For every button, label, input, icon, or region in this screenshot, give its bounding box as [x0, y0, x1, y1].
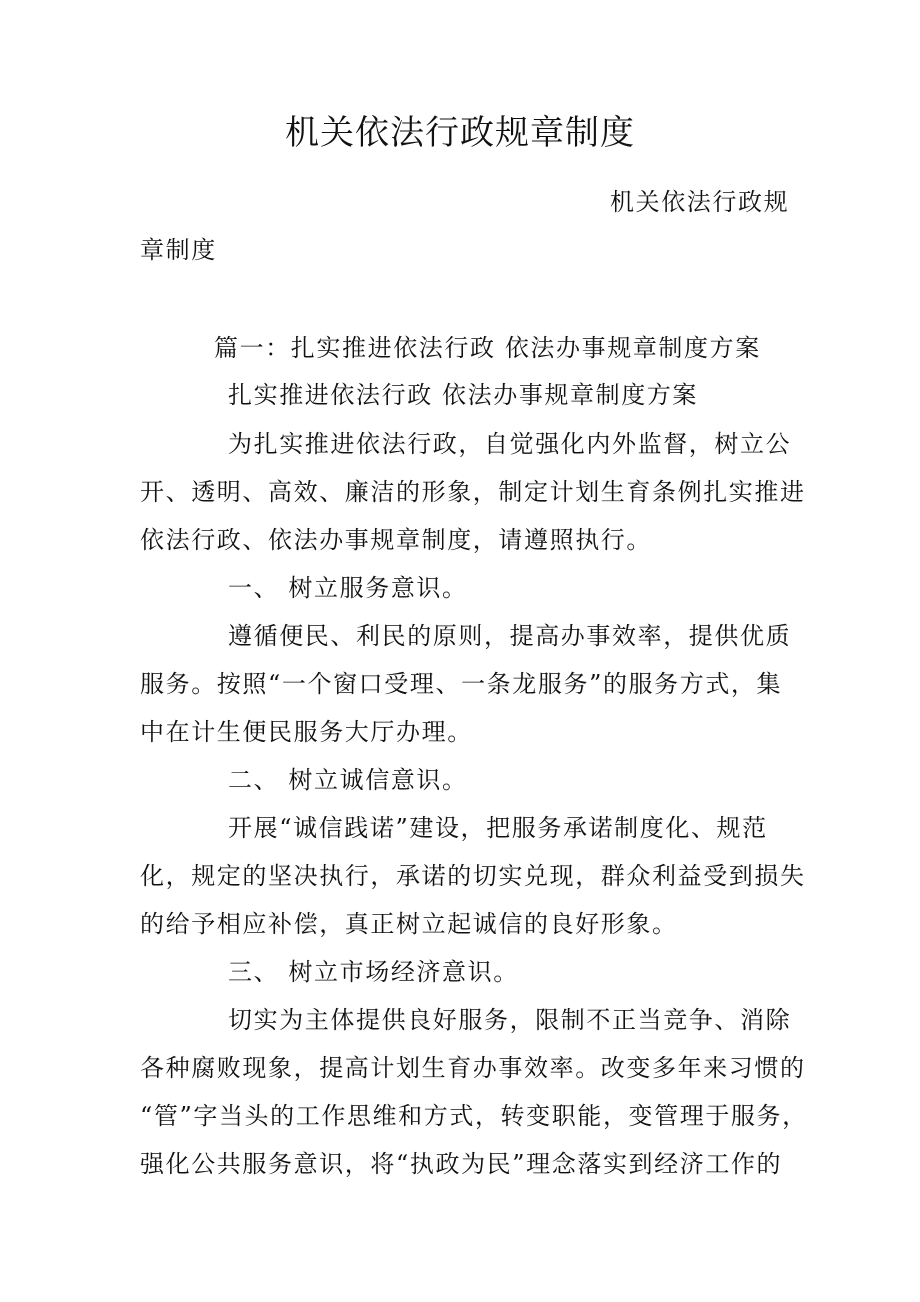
subtitle-line-2: 章制度: [140, 236, 217, 264]
item2-line-3: 的给予相应补偿，真正树立起诚信的良好形象。: [140, 910, 678, 938]
document-title: 机关依法行政规章制度: [285, 113, 635, 153]
item1-line-2: 服务。按照“一个窗口受理、一条龙服务”的服务方式，集: [140, 670, 783, 698]
item3-heading: 三、 树立市场经济意识。: [228, 958, 519, 986]
intro-line-2: 开、透明、高效、廉洁的形象，制定计划生育条例扎实推进: [140, 478, 806, 506]
item3-line-2: 各种腐败现象，提高计划生育办事效率。改变多年来习惯的: [140, 1054, 806, 1082]
item3-line-3: “管”字当头的工作思维和方式，转变职能，变管理于服务，: [140, 1102, 808, 1130]
item2-heading: 二、 树立诚信意识。: [228, 766, 468, 794]
item2-line-2: 化，规定的坚决执行，承诺的切实兑现，群众利益受到损失: [140, 862, 806, 890]
item1-line-1: 遵循便民、利民的原则，提高办事效率，提供优质: [228, 622, 792, 650]
item2-line-1: 开展“诚信践诺”建设，把服务承诺制度化、规范: [228, 814, 768, 842]
item1-heading: 一、 树立服务意识。: [228, 574, 468, 602]
item3-line-1: 切实为主体提供良好服务，限制不正当竞争、消除: [228, 1006, 792, 1034]
intro-line-3: 依法行政、依法办事规章制度，请遵照执行。: [140, 526, 652, 554]
intro-line-1: 为扎实推进依法行政，自觉强化内外监督，树立公: [228, 430, 792, 458]
section-heading: 篇一：扎实推进依法行政 依法办事规章制度方案: [214, 334, 761, 362]
item3-line-4: 强化公共服务意识，将“执政为民”理念落实到经济工作的: [140, 1150, 783, 1178]
subtitle-line-1: 机关依法行政规: [610, 188, 790, 216]
section-subheading: 扎实推进依法行政 依法办事规章制度方案: [228, 381, 699, 409]
item1-line-3: 中在计生便民服务大厅办理。: [140, 718, 473, 746]
